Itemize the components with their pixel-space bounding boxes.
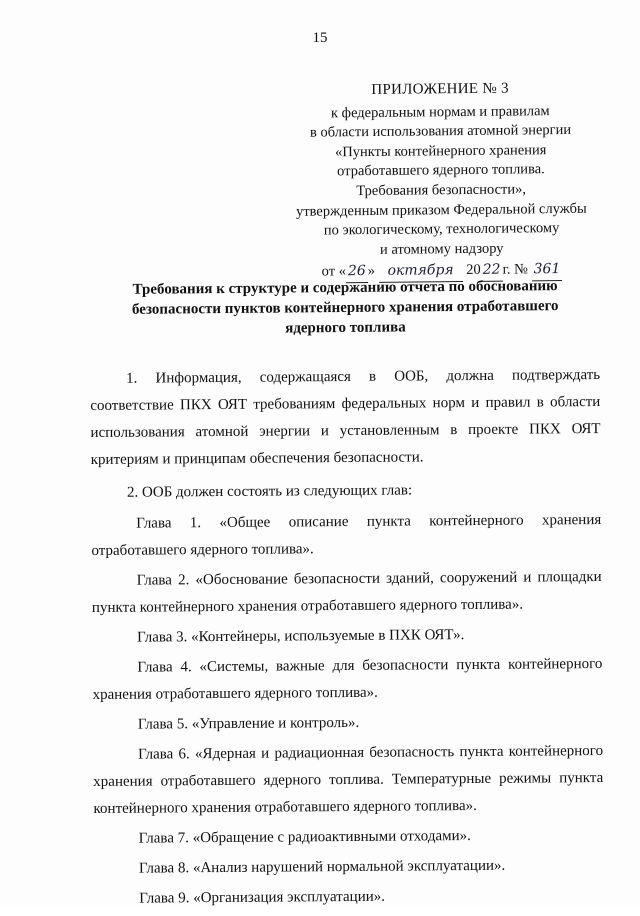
chapter-item: Глава 8. «Анализ нарушений нормальной эксплуатации».: [138, 857, 506, 877]
appendix-line: по экологическому, технологическому: [323, 220, 560, 239]
paragraph: 2. ООБ должен состоять из следующих глав:: [126, 482, 413, 501]
chapter-item: Глава 1. «Общее описание пункта контейнерного хранения отработавшего ядерного топлива».: [91, 511, 602, 559]
chapter-item: Глава 7. «Обращение с радиоактивными отходами».: [138, 828, 471, 847]
appendix-line: отработавшего ядерного топлива.: [337, 161, 545, 180]
paragraph: 1. Информация, содержащаяся в ООБ, должна подтверждать соответствие ПКХ ОЯТ требованиям федеральных норм и правил в области использования атомной энергии и установленным в проекте ПКХ ОЯТ критериям и принципам обеспечения безопасности.: [90, 366, 601, 468]
document-title: Требования к структуре и содержанию отчета по обоснованию безопасности пунктов контейнерного хранения отработавшего ядерного топлива: [131, 278, 559, 337]
chapter-item: Глава 6. «Ядерная и радиационная безопасность пункта контейнерного хранения отработавшего ядерного топлива. Температурные режимы пункта контейнерного хранения отработавшего ядерного топлива».: [93, 742, 604, 817]
chapter-item: Глава 5. «Управление и контроль».: [137, 714, 360, 733]
appendix-line: утвержденным приказом Федеральной службы: [295, 200, 587, 220]
appendix-line: «Пункты контейнерного хранения: [334, 141, 547, 161]
appendix-heading: ПРИЛОЖЕНИЕ № 3: [371, 80, 509, 98]
appendix-line: в области использования атомной энергии: [309, 122, 572, 141]
chapter-item: Глава 9. «Организация эксплуатации».: [139, 888, 386, 907]
order-date-mid: »: [367, 263, 376, 280]
handwritten-year: 22: [481, 261, 503, 282]
year-suffix: г. №: [502, 261, 529, 278]
chapter-item: Глава 3. «Контейнеры, используемые в ПХК ОЯТ».: [137, 627, 465, 646]
chapter-item: Глава 4. «Системы, важные для безопасности пункта контейнерного хранения отработавшего ядерного топлива».: [92, 655, 603, 703]
handwritten-order-number: 361: [531, 260, 562, 281]
handwritten-day: 26: [346, 262, 368, 283]
chapter-item: Глава 2. «Обоснование безопасности зданий, сооружений и площадки пункта контейнерного хранения отработавшего ядерного топлива».: [91, 568, 602, 616]
year-prefix: 20: [466, 262, 481, 279]
appendix-line: Требования безопасности»,: [356, 181, 527, 200]
appendix-line: к федеральным нормам и правилам: [330, 102, 550, 122]
document-body: [90, 362, 604, 916]
appendix-header: [275, 79, 607, 284]
appendix-line: и атомному надзору: [379, 240, 504, 258]
handwritten-month: октября: [379, 261, 463, 282]
page-number: 15: [312, 30, 328, 46]
order-date-prefix: от «: [321, 263, 346, 280]
